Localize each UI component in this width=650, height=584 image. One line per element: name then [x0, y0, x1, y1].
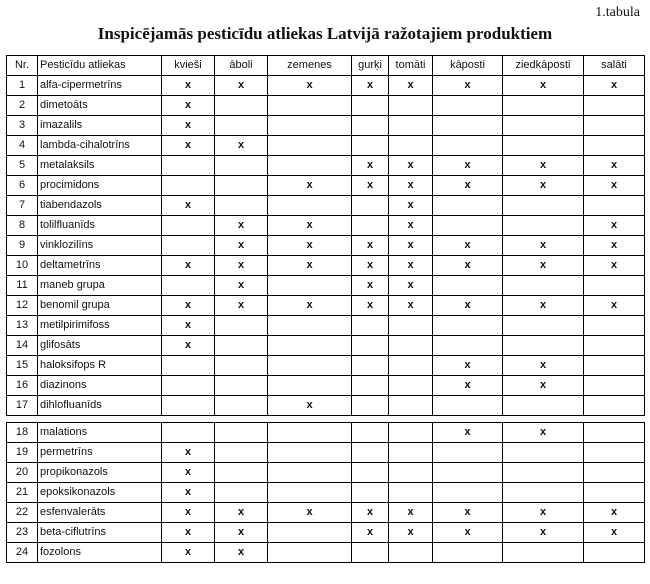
mark-cell: x [162, 336, 215, 356]
mark-cell [162, 356, 215, 376]
table-row [7, 423, 645, 443]
mark-cell: x [503, 236, 584, 256]
mark-cell: x [503, 523, 584, 543]
pesticide-name: propikonazols [38, 463, 162, 483]
mark-cell [584, 463, 645, 483]
table-row [7, 196, 645, 216]
pesticide-name: permetrīns [38, 443, 162, 463]
mark-cell: x [503, 356, 584, 376]
mark-cell: x [433, 376, 503, 396]
col-header-zemenes: zemenes [268, 56, 352, 76]
mark-cell: x [389, 176, 433, 196]
row-number: 13 [7, 316, 38, 336]
mark-cell [584, 336, 645, 356]
mark-cell [162, 376, 215, 396]
mark-cell [389, 96, 433, 116]
mark-cell [389, 356, 433, 376]
mark-cell: x [433, 523, 503, 543]
row-number: 2 [7, 96, 38, 116]
mark-cell: x [433, 156, 503, 176]
col-header-kaposti: kāposti [433, 56, 503, 76]
mark-cell [503, 216, 584, 236]
pesticide-name: esfenvalerāts [38, 503, 162, 523]
mark-cell [215, 196, 268, 216]
pesticide-name: dihlofluanīds [38, 396, 162, 416]
mark-cell [215, 463, 268, 483]
mark-cell [352, 396, 389, 416]
mark-cell [503, 396, 584, 416]
mark-cell: x [389, 76, 433, 96]
table-body [7, 76, 645, 563]
table-row [7, 443, 645, 463]
mark-cell [215, 96, 268, 116]
mark-cell [433, 196, 503, 216]
mark-cell [433, 443, 503, 463]
row-number: 8 [7, 216, 38, 236]
mark-cell: x [584, 523, 645, 543]
mark-cell [162, 276, 215, 296]
mark-cell [503, 196, 584, 216]
mark-cell: x [268, 296, 352, 316]
table-row [7, 503, 645, 523]
mark-cell: x [433, 503, 503, 523]
mark-cell [433, 96, 503, 116]
mark-cell: x [584, 503, 645, 523]
mark-cell: x [433, 176, 503, 196]
mark-cell: x [584, 76, 645, 96]
mark-cell: x [352, 256, 389, 276]
mark-cell [389, 423, 433, 443]
pesticide-name: procimidons [38, 176, 162, 196]
row-number: 10 [7, 256, 38, 276]
mark-cell [389, 316, 433, 336]
mark-cell [433, 336, 503, 356]
pesticide-name: epoksikonazols [38, 483, 162, 503]
mark-cell [268, 376, 352, 396]
pesticide-name: imazalils [38, 116, 162, 136]
header-row [7, 56, 645, 76]
mark-cell: x [389, 156, 433, 176]
mark-cell [352, 483, 389, 503]
row-number: 12 [7, 296, 38, 316]
mark-cell: x [268, 216, 352, 236]
mark-cell: x [389, 236, 433, 256]
mark-cell [268, 196, 352, 216]
mark-cell: x [503, 76, 584, 96]
table-row [7, 543, 645, 563]
mark-cell [503, 463, 584, 483]
mark-cell: x [433, 423, 503, 443]
gap-cell [7, 416, 645, 423]
mark-cell [584, 376, 645, 396]
row-number: 16 [7, 376, 38, 396]
mark-cell [162, 236, 215, 256]
pesticide-name: benomil grupa [38, 296, 162, 316]
mark-cell: x [584, 176, 645, 196]
mark-cell [162, 396, 215, 416]
mark-cell [215, 356, 268, 376]
mark-cell: x [162, 503, 215, 523]
mark-cell [503, 136, 584, 156]
mark-cell [268, 483, 352, 503]
mark-cell [584, 356, 645, 376]
mark-cell: x [352, 236, 389, 256]
mark-cell: x [389, 503, 433, 523]
mark-cell [162, 423, 215, 443]
mark-cell: x [352, 523, 389, 543]
mark-cell [352, 423, 389, 443]
mark-cell: x [433, 296, 503, 316]
mark-cell: x [162, 96, 215, 116]
mark-cell [268, 443, 352, 463]
mark-cell [433, 116, 503, 136]
mark-cell: x [162, 523, 215, 543]
mark-cell [503, 116, 584, 136]
pesticide-name: fozolons [38, 543, 162, 563]
table-row [7, 156, 645, 176]
mark-cell [584, 276, 645, 296]
pesticide-name: tolilfluanīds [38, 216, 162, 236]
mark-cell [215, 116, 268, 136]
col-header-tomati: tomāti [389, 56, 433, 76]
table-row [7, 216, 645, 236]
pesticide-name: deltametrīns [38, 256, 162, 276]
mark-cell: x [268, 503, 352, 523]
row-number: 18 [7, 423, 38, 443]
pesticide-name: alfa-cipermetrīns [38, 76, 162, 96]
mark-cell: x [584, 216, 645, 236]
mark-cell: x [268, 236, 352, 256]
mark-cell [352, 463, 389, 483]
mark-cell [268, 276, 352, 296]
mark-cell: x [268, 76, 352, 96]
mark-cell [215, 156, 268, 176]
row-number: 24 [7, 543, 38, 563]
mark-cell: x [433, 76, 503, 96]
mark-cell [215, 483, 268, 503]
mark-cell [352, 443, 389, 463]
pesticide-name: malations [38, 423, 162, 443]
mark-cell [352, 543, 389, 563]
table-number: 1.tabula [595, 5, 640, 20]
mark-cell: x [162, 116, 215, 136]
mark-cell [215, 316, 268, 336]
mark-cell: x [162, 256, 215, 276]
mark-cell: x [584, 156, 645, 176]
mark-cell: x [389, 296, 433, 316]
pesticide-table [6, 55, 645, 563]
mark-cell [433, 316, 503, 336]
mark-cell [389, 376, 433, 396]
mark-cell [503, 276, 584, 296]
mark-cell [433, 543, 503, 563]
col-header-kviesi: kvieši [162, 56, 215, 76]
table-gap-row [7, 416, 645, 423]
mark-cell [162, 216, 215, 236]
mark-cell [389, 396, 433, 416]
row-number: 4 [7, 136, 38, 156]
mark-cell: x [503, 176, 584, 196]
mark-cell [162, 176, 215, 196]
table-row [7, 396, 645, 416]
mark-cell: x [389, 523, 433, 543]
mark-cell [389, 116, 433, 136]
row-number: 7 [7, 196, 38, 216]
mark-cell: x [215, 256, 268, 276]
table-row [7, 316, 645, 336]
mark-cell [503, 96, 584, 116]
mark-cell: x [503, 503, 584, 523]
row-number: 23 [7, 523, 38, 543]
row-number: 22 [7, 503, 38, 523]
mark-cell [268, 116, 352, 136]
col-header-nr: Nr. [7, 56, 38, 76]
table-row [7, 116, 645, 136]
table-row [7, 356, 645, 376]
mark-cell: x [433, 356, 503, 376]
mark-cell [584, 423, 645, 443]
mark-cell [268, 543, 352, 563]
mark-cell: x [352, 296, 389, 316]
mark-cell [584, 96, 645, 116]
row-number: 11 [7, 276, 38, 296]
mark-cell [268, 96, 352, 116]
mark-cell: x [433, 236, 503, 256]
mark-cell [215, 336, 268, 356]
mark-cell [352, 316, 389, 336]
document-title: Inspicējamās pesticīdu atliekas Latvijā ražotajiem produktiem [97, 24, 553, 43]
mark-cell [584, 136, 645, 156]
table-row [7, 276, 645, 296]
table-row [7, 336, 645, 356]
col-header-aboli: āboli [215, 56, 268, 76]
mark-cell [352, 136, 389, 156]
mark-cell: x [162, 316, 215, 336]
pesticide-name: beta-ciflutrīns [38, 523, 162, 543]
mark-cell [352, 376, 389, 396]
col-header-pesticide: Pesticīdu atliekas [38, 56, 162, 76]
mark-cell: x [215, 136, 268, 156]
row-number: 20 [7, 463, 38, 483]
mark-cell [584, 543, 645, 563]
pesticide-name: glifosāts [38, 336, 162, 356]
mark-cell [584, 443, 645, 463]
mark-cell: x [584, 236, 645, 256]
table-row [7, 96, 645, 116]
row-number: 14 [7, 336, 38, 356]
mark-cell [584, 483, 645, 503]
mark-cell: x [503, 296, 584, 316]
row-number: 9 [7, 236, 38, 256]
pesticide-name: haloksifops R [38, 356, 162, 376]
mark-cell: x [503, 256, 584, 276]
pesticide-name: vinklozilīns [38, 236, 162, 256]
pesticide-name: metilpirimifoss [38, 316, 162, 336]
mark-cell [352, 336, 389, 356]
mark-cell: x [352, 76, 389, 96]
mark-cell [584, 196, 645, 216]
mark-cell [268, 463, 352, 483]
mark-cell: x [162, 463, 215, 483]
mark-cell [268, 523, 352, 543]
mark-cell [584, 316, 645, 336]
mark-cell [433, 396, 503, 416]
mark-cell [433, 463, 503, 483]
mark-cell: x [352, 276, 389, 296]
mark-cell: x [389, 216, 433, 236]
mark-cell: x [503, 156, 584, 176]
table-row [7, 376, 645, 396]
row-number: 15 [7, 356, 38, 376]
mark-cell: x [162, 76, 215, 96]
row-number: 3 [7, 116, 38, 136]
table-row [7, 236, 645, 256]
mark-cell: x [389, 256, 433, 276]
mark-cell [433, 136, 503, 156]
pesticide-name: metalaksils [38, 156, 162, 176]
mark-cell [268, 336, 352, 356]
mark-cell: x [584, 296, 645, 316]
mark-cell: x [215, 503, 268, 523]
mark-cell [352, 96, 389, 116]
mark-cell: x [162, 136, 215, 156]
mark-cell [352, 116, 389, 136]
table-row [7, 76, 645, 96]
mark-cell: x [215, 543, 268, 563]
col-header-ziedkaposti: ziedkāposti [503, 56, 584, 76]
mark-cell [389, 443, 433, 463]
mark-cell: x [162, 296, 215, 316]
mark-cell [162, 156, 215, 176]
table-row [7, 136, 645, 156]
mark-cell [268, 136, 352, 156]
mark-cell: x [162, 443, 215, 463]
row-number: 6 [7, 176, 38, 196]
mark-cell [215, 396, 268, 416]
mark-cell: x [352, 503, 389, 523]
mark-cell [352, 216, 389, 236]
mark-cell [503, 543, 584, 563]
mark-cell [268, 316, 352, 336]
pesticide-name: lambda-cihalotrīns [38, 136, 162, 156]
row-number: 1 [7, 76, 38, 96]
mark-cell: x [268, 176, 352, 196]
mark-cell [433, 276, 503, 296]
table-row [7, 463, 645, 483]
mark-cell [352, 356, 389, 376]
mark-cell: x [162, 483, 215, 503]
mark-cell: x [162, 543, 215, 563]
mark-cell [584, 116, 645, 136]
mark-cell: x [215, 236, 268, 256]
mark-cell: x [503, 376, 584, 396]
mark-cell: x [215, 296, 268, 316]
table-row [7, 176, 645, 196]
mark-cell [215, 423, 268, 443]
mark-cell [389, 543, 433, 563]
mark-cell [268, 356, 352, 376]
mark-cell: x [389, 196, 433, 216]
table-row [7, 256, 645, 276]
table-row [7, 483, 645, 503]
row-number: 17 [7, 396, 38, 416]
mark-cell: x [162, 196, 215, 216]
mark-cell [503, 316, 584, 336]
mark-cell [503, 483, 584, 503]
mark-cell [215, 176, 268, 196]
mark-cell [215, 443, 268, 463]
col-header-gurki: gurķi [352, 56, 389, 76]
mark-cell [584, 396, 645, 416]
col-header-salati: salāti [584, 56, 645, 76]
pesticide-name: diazinons [38, 376, 162, 396]
mark-cell [433, 483, 503, 503]
mark-cell [389, 136, 433, 156]
mark-cell: x [215, 523, 268, 543]
mark-cell [389, 463, 433, 483]
mark-cell: x [268, 396, 352, 416]
mark-cell: x [389, 276, 433, 296]
mark-cell [352, 196, 389, 216]
mark-cell [503, 336, 584, 356]
mark-cell [389, 336, 433, 356]
row-number: 19 [7, 443, 38, 463]
mark-cell: x [584, 256, 645, 276]
pesticide-name: dimetoāts [38, 96, 162, 116]
mark-cell [433, 216, 503, 236]
mark-cell: x [215, 216, 268, 236]
mark-cell: x [352, 176, 389, 196]
mark-cell [389, 483, 433, 503]
mark-cell: x [352, 156, 389, 176]
mark-cell: x [268, 256, 352, 276]
row-number: 21 [7, 483, 38, 503]
mark-cell: x [503, 423, 584, 443]
mark-cell [503, 443, 584, 463]
mark-cell: x [215, 276, 268, 296]
pesticide-name: tiabendazols [38, 196, 162, 216]
table-row [7, 296, 645, 316]
mark-cell [215, 376, 268, 396]
row-number: 5 [7, 156, 38, 176]
mark-cell: x [215, 76, 268, 96]
mark-cell [268, 423, 352, 443]
pesticide-name: maneb grupa [38, 276, 162, 296]
mark-cell [268, 156, 352, 176]
mark-cell: x [433, 256, 503, 276]
table-row [7, 523, 645, 543]
